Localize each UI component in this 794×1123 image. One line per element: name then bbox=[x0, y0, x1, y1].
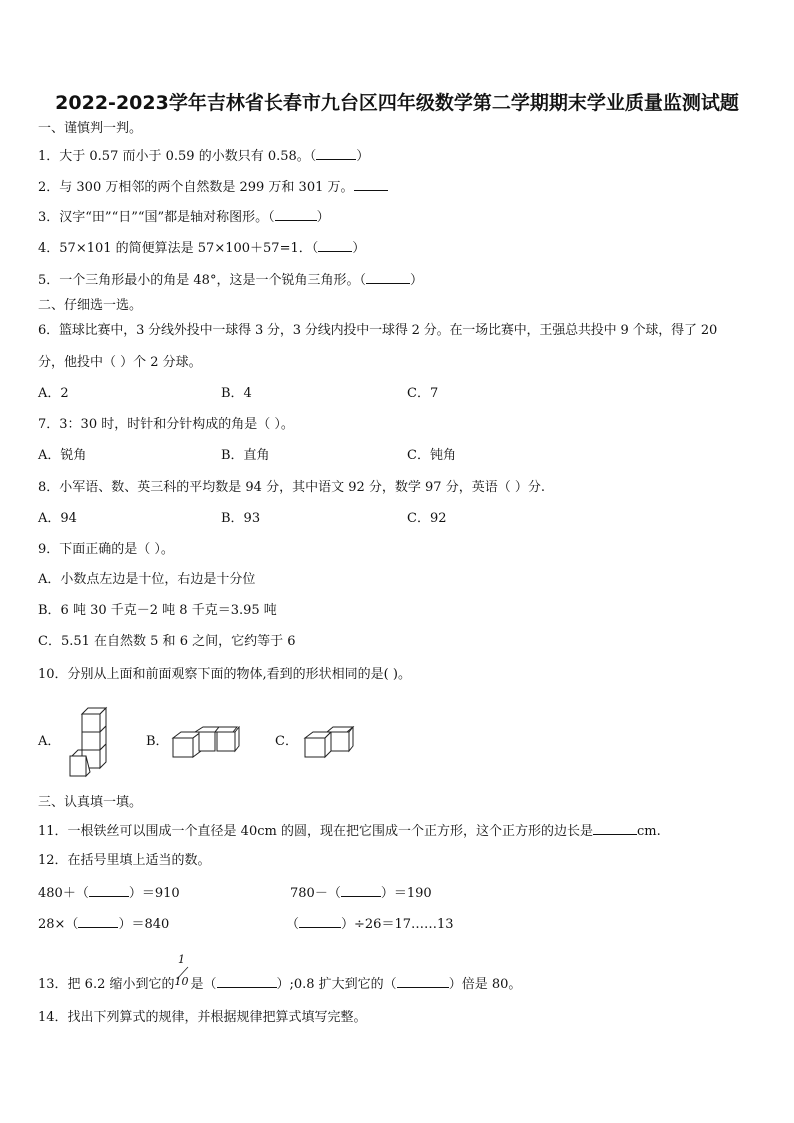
question-7-option-b[interactable]: B．直角 bbox=[221, 448, 270, 463]
question-6-line-2: 分，他投中（ ）个 2 分球。 bbox=[38, 355, 202, 370]
question-8-option-a[interactable]: A．94 bbox=[38, 511, 77, 526]
answer-blank[interactable] bbox=[89, 884, 129, 897]
question-4-text: 4．57×101 的简便算法是 57×100＋57=1．（ bbox=[38, 241, 319, 256]
answer-blank[interactable] bbox=[275, 208, 317, 221]
answer-blank[interactable] bbox=[366, 271, 410, 284]
question-5-close: ） bbox=[409, 273, 423, 288]
question-12-expr-4 bbox=[286, 915, 454, 933]
expr-text: ）＝910 bbox=[128, 886, 180, 901]
question-9: 9．下面正确的是（ ）。 bbox=[38, 542, 174, 557]
answer-blank[interactable] bbox=[397, 975, 449, 988]
question-1 bbox=[38, 147, 369, 165]
question-4 bbox=[38, 239, 365, 257]
answer-blank[interactable] bbox=[341, 884, 381, 897]
question-5-text: 5．一个三角形最小的角是 48°，这是一个锐角三角形。（ bbox=[38, 273, 366, 288]
question-7: 7．3：30 时，时针和分针构成的角是（ ）。 bbox=[38, 417, 294, 432]
fraction-numerator: 1 bbox=[178, 953, 185, 966]
cube-row-figure-b bbox=[171, 726, 241, 760]
expr-text: ）÷26＝17……13 bbox=[341, 917, 454, 932]
question-8: 8．小军语、数、英三科的平均数是 94 分，其中语文 92 分，数学 97 分，英语（ ）分. bbox=[38, 480, 545, 495]
section-heading-3: 三、认真填一填。 bbox=[38, 795, 143, 810]
question-11-text: 11．一根铁丝可以围成一个直径是 40cm 的圆，现在把它围成一个正方形，这个正方形的边长是 bbox=[38, 824, 593, 839]
fraction-denominator: 10 bbox=[174, 975, 189, 988]
cube-stack-figure-a bbox=[68, 706, 112, 780]
question-12: 12．在括号里填上适当的数。 bbox=[38, 853, 211, 868]
answer-blank[interactable] bbox=[299, 915, 341, 928]
question-13-text: ）;0.8 扩大到它的（ bbox=[276, 977, 397, 992]
question-8-option-c[interactable]: C．92 bbox=[407, 511, 447, 526]
question-1-close: ） bbox=[356, 149, 370, 164]
cube-group-figure-c bbox=[303, 726, 357, 760]
fraction-slash bbox=[174, 966, 190, 980]
question-4-close: ） bbox=[352, 241, 366, 256]
question-13 bbox=[38, 975, 521, 993]
question-12-expr-2 bbox=[290, 884, 432, 902]
section-heading-1: 一、谨慎判一判。 bbox=[38, 121, 143, 136]
answer-blank[interactable] bbox=[316, 147, 356, 160]
question-2-text: 2．与 300 万相邻的两个自然数是 299 万和 301 万。 bbox=[38, 180, 354, 195]
answer-blank[interactable] bbox=[593, 822, 637, 835]
question-12-expr-3 bbox=[38, 915, 169, 933]
question-3-close: ） bbox=[316, 210, 330, 225]
question-12-expr-1 bbox=[38, 884, 180, 902]
question-10-option-c[interactable]: C． bbox=[275, 734, 298, 749]
question-6-option-b[interactable]: B．4 bbox=[221, 386, 252, 401]
answer-blank[interactable] bbox=[354, 178, 388, 191]
question-9-option-a[interactable]: A．小数点左边是十位，右边是十分位 bbox=[38, 572, 256, 587]
question-9-option-b[interactable]: B．6 吨 30 千克－2 吨 8 千克＝3.95 吨 bbox=[38, 603, 277, 618]
question-2 bbox=[38, 178, 388, 196]
question-11-unit: cm. bbox=[636, 824, 661, 839]
section-heading-2: 二、仔细选一选。 bbox=[38, 298, 143, 313]
question-11 bbox=[38, 822, 661, 840]
question-6-option-c[interactable]: C．7 bbox=[407, 386, 439, 401]
expr-text: ）＝840 bbox=[118, 917, 170, 932]
question-10: 10．分别从上面和前面观察下面的物体,看到的形状相同的是( )。 bbox=[38, 667, 411, 682]
expr-text: 28×（ bbox=[38, 917, 79, 932]
expr-text: （ bbox=[286, 917, 300, 932]
question-3 bbox=[38, 208, 330, 226]
question-3-text: 3．汉字“田”“日”“国”都是轴对称图形。（ bbox=[38, 210, 275, 225]
answer-blank[interactable] bbox=[217, 975, 277, 988]
question-13-text: 是（ bbox=[190, 977, 217, 992]
expr-text: 780－（ bbox=[290, 886, 341, 901]
question-6-line-1: 6．篮球比赛中，3 分线外投中一球得 3 分，3 分线内投中一球得 2 分。在一场比赛中，王强总共投中 9 个球，得了 20 bbox=[38, 323, 718, 338]
expr-text: ）＝190 bbox=[380, 886, 432, 901]
question-1-text: 1．大于 0.57 而小于 0.59 的小数只有 0.58。（ bbox=[38, 149, 317, 164]
question-10-option-a[interactable]: A． bbox=[38, 734, 61, 749]
question-6-option-a[interactable]: A．2 bbox=[38, 386, 69, 401]
answer-blank[interactable] bbox=[78, 915, 118, 928]
question-13-text: 13．把 6.2 缩小到它的 bbox=[38, 977, 175, 992]
question-7-option-a[interactable]: A．锐角 bbox=[38, 448, 87, 463]
expr-text: 480＋（ bbox=[38, 886, 89, 901]
answer-blank[interactable] bbox=[318, 239, 352, 252]
page-title: 2022-2023学年吉林省长春市九台区四年级数学第二学期期末学业质量监测试题 bbox=[55, 92, 739, 114]
question-9-option-c[interactable]: C．5.51 在自然数 5 和 6 之间，它约等于 6 bbox=[38, 634, 296, 649]
question-5 bbox=[38, 271, 423, 289]
question-14: 14．找出下列算式的规律，并根据规律把算式填写完整。 bbox=[38, 1010, 367, 1025]
question-13-text: ）倍是 80。 bbox=[448, 977, 522, 992]
question-8-option-b[interactable]: B．93 bbox=[221, 511, 261, 526]
question-7-option-c[interactable]: C．钝角 bbox=[407, 448, 456, 463]
question-10-option-b[interactable]: B． bbox=[146, 734, 169, 749]
